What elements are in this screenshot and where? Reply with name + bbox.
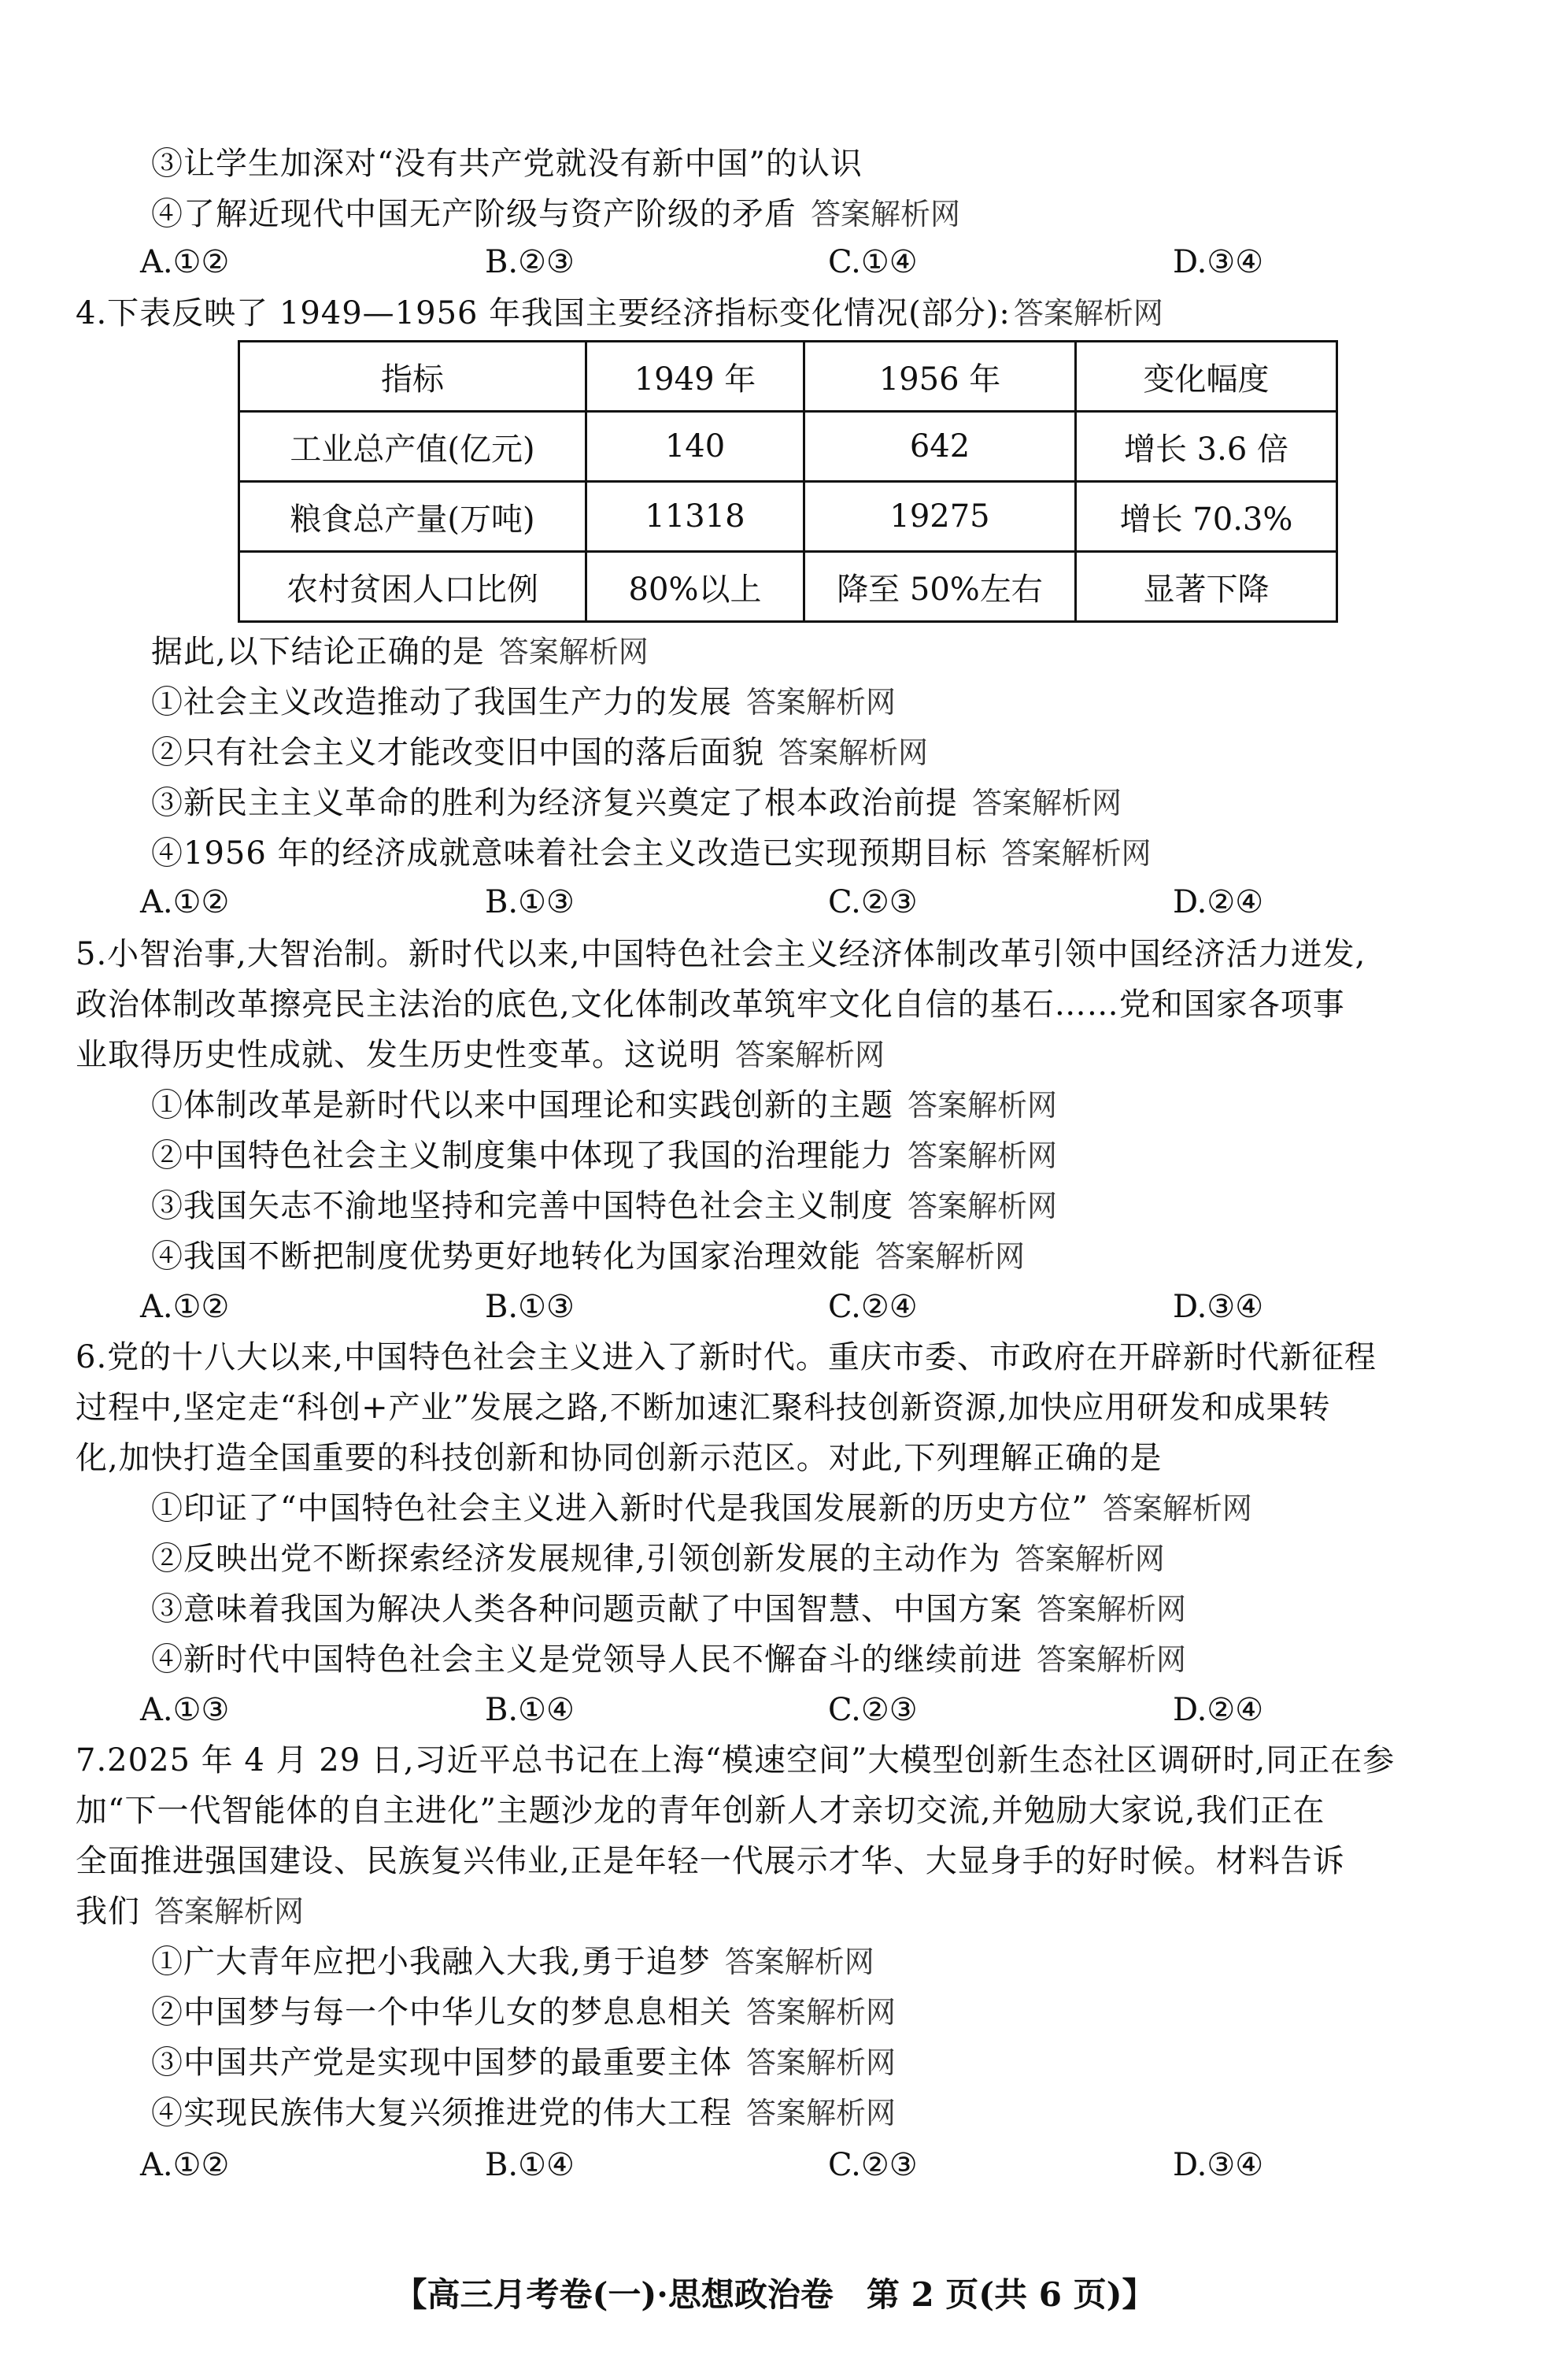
table-row (239, 482, 1337, 552)
table-cell: 工业总产值(亿元) (239, 412, 586, 482)
table-cell: 140 (586, 412, 804, 482)
choice-d: D.②④ (1173, 1692, 1264, 1728)
q4-option-3: ③新民主主义革命的胜利为经济复兴奠定了根本政治前提 答案解析网 (151, 785, 1122, 821)
q5-choices (140, 1285, 1321, 1329)
q5-stem-line-1: 5.小智治事,大智治制。新时代以来,中国特色社会主义经济体制改革引领中国经济活力迸发, (76, 936, 1366, 972)
q6-stem-line-1: 6.党的十八大以来,中国特色社会主义进入了新时代。重庆市委、市政府在开辟新时代新征程 (76, 1339, 1377, 1375)
watermark: 答案解析网 (908, 1138, 1058, 1173)
q7-option-1: ①广大青年应把小我融入大我,勇于追梦 答案解析网 (151, 1944, 874, 1980)
watermark: 答案解析网 (1015, 1542, 1165, 1576)
table-cell: 降至 50%左右 (804, 552, 1076, 622)
watermark: 答案解析网 (735, 1038, 885, 1072)
q3-option-3: ③让学生加深对“没有共产党就没有新中国”的认识 (151, 146, 863, 182)
q3-option-4: ④了解近现代中国无产阶级与资产阶级的矛盾 答案解析网 (151, 196, 961, 232)
choice-b: B.①③ (485, 1289, 575, 1325)
q7-option-2: ②中国梦与每一个中华儿女的梦息息相关 答案解析网 (151, 1994, 896, 2030)
choice-a: A.①② (140, 1289, 230, 1325)
q6-option-4: ④新时代中国特色社会主义是党领导人民不懈奋斗的继续前进 答案解析网 (151, 1642, 1187, 1678)
q5-stem-line-2: 政治体制改革擦亮民主法治的底色,文化体制改革筑牢文化自信的基石……党和国家各项事 (76, 986, 1345, 1023)
q7-stem-line-3: 全面推进强国建设、民族复兴伟业,正是年轻一代展示才华、大显身手的好时候。材料告诉 (76, 1843, 1345, 1879)
watermark: 答案解析网 (746, 685, 896, 720)
q4-option-2: ②只有社会主义才能改变旧中国的落后面貌 答案解析网 (151, 735, 929, 771)
choice-d: D.②④ (1173, 884, 1264, 920)
table-header-cell: 1956 年 (804, 342, 1076, 412)
table-row (239, 552, 1337, 622)
table-cell: 80%以上 (586, 552, 804, 622)
q4-option-4: ④1956 年的经济成就意味着社会主义改造已实现预期目标 答案解析网 (151, 835, 1152, 872)
choice-a: A.①③ (140, 1692, 230, 1728)
choice-c: C.②③ (828, 884, 918, 920)
watermark: 答案解析网 (1001, 836, 1152, 871)
q4-stem: 4.下表反映了 1949—1956 年我国主要经济指标变化情况(部分): 答案解析网 (76, 295, 1163, 331)
table-cell: 增长 70.3% (1076, 482, 1337, 552)
choice-c: C.②③ (828, 2147, 918, 2183)
table-header-row (239, 342, 1337, 412)
watermark: 答案解析网 (746, 1995, 896, 2030)
q7-option-3: ③中国共产党是实现中国梦的最重要主体 答案解析网 (151, 2045, 896, 2081)
watermark: 答案解析网 (908, 1088, 1058, 1123)
watermark: 答案解析网 (746, 2096, 896, 2130)
economic-indicators-table (238, 340, 1338, 623)
choice-b: B.①③ (485, 884, 575, 920)
watermark: 答案解析网 (908, 1189, 1058, 1223)
watermark: 答案解析网 (778, 735, 929, 770)
q5-stem-line-3: 业取得历史性成就、发生历史性变革。这说明 答案解析网 (76, 1037, 885, 1073)
q3-choices (140, 240, 1321, 284)
q6-stem-line-3: 化,加快打造全国重要的科技创新和协同创新示范区。对此,下列理解正确的是 (76, 1440, 1163, 1476)
q7-choices (140, 2143, 1321, 2187)
watermark: 答案解析网 (972, 786, 1122, 820)
table-header-cell: 指标 (239, 342, 586, 412)
q7-stem-line-2: 加“下一代智能体的自主进化”主题沙龙的青年创新人才亲切交流,并勉励大家说,我们正在 (76, 1793, 1325, 1829)
q6-option-1: ①印证了“中国特色社会主义进入新时代是我国发展新的历史方位” 答案解析网 (151, 1490, 1252, 1527)
watermark: 答案解析网 (746, 2045, 896, 2080)
table-cell: 显著下降 (1076, 552, 1337, 622)
q4-option-1: ①社会主义改造推动了我国生产力的发展 答案解析网 (151, 684, 896, 720)
q6-stem-line-2: 过程中,坚定走“科创+产业”发展之路,不断加速汇聚科技创新资源,加快应用研发和成果转 (76, 1390, 1331, 1426)
q7-stem-line-1: 7.2025 年 4 月 29 日,习近平总书记在上海“模速空间”大模型创新生态社区调研时,同正在参 (76, 1742, 1396, 1779)
choice-c: C.①④ (828, 244, 918, 280)
watermark: 答案解析网 (1013, 296, 1163, 331)
choice-c: C.②③ (828, 1692, 918, 1728)
choice-c: C.②④ (828, 1289, 918, 1325)
q5-option-3: ③我国矢志不渝地坚持和完善中国特色社会主义制度 答案解析网 (151, 1188, 1058, 1224)
table-cell: 粮食总产量(万吨) (239, 482, 586, 552)
table-cell: 农村贫困人口比例 (239, 552, 586, 622)
watermark: 答案解析网 (1037, 1642, 1187, 1677)
page-footer: 【高三月考卷(一)·思想政治卷 第 2 页(共 6 页)】 (394, 2275, 1155, 2314)
watermark: 答案解析网 (724, 1945, 874, 1979)
choice-a: A.①② (140, 2147, 230, 2183)
choice-d: D.③④ (1173, 1289, 1264, 1325)
q7-stem-line-4: 我们 答案解析网 (76, 1893, 305, 1930)
watermark: 答案解析网 (875, 1239, 1026, 1274)
q6-option-2: ②反映出党不断探索经济发展规律,引领创新发展的主动作为 答案解析网 (151, 1541, 1165, 1577)
table-cell: 642 (804, 412, 1076, 482)
choice-d: D.③④ (1173, 244, 1264, 280)
q7-option-4: ④实现民族伟大复兴须推进党的伟大工程 答案解析网 (151, 2095, 896, 2131)
choice-b: B.②③ (485, 244, 575, 280)
choice-a: A.①② (140, 244, 230, 280)
table-row (239, 412, 1337, 482)
watermark: 答案解析网 (498, 635, 649, 669)
choice-a: A.①② (140, 884, 230, 920)
watermark: 答案解析网 (1102, 1491, 1252, 1526)
choice-b: B.①④ (485, 2147, 575, 2183)
table-cell: 11318 (586, 482, 804, 552)
q5-option-4: ④我国不断把制度优势更好地转化为国家治理效能 答案解析网 (151, 1238, 1026, 1275)
table-cell: 19275 (804, 482, 1076, 552)
table-cell: 增长 3.6 倍 (1076, 412, 1337, 482)
q5-option-2: ②中国特色社会主义制度集中体现了我国的治理能力 答案解析网 (151, 1138, 1058, 1174)
q4-prompt: 据此,以下结论正确的是 答案解析网 (151, 634, 649, 670)
q5-option-1: ①体制改革是新时代以来中国理论和实践创新的主题 答案解析网 (151, 1087, 1058, 1123)
q6-choices (140, 1688, 1321, 1732)
q6-option-3: ③意味着我国为解决人类各种问题贡献了中国智慧、中国方案 答案解析网 (151, 1591, 1187, 1627)
q4-choices (140, 880, 1321, 924)
watermark: 答案解析网 (811, 197, 961, 231)
choice-d: D.③④ (1173, 2147, 1264, 2183)
watermark: 答案解析网 (1037, 1592, 1187, 1627)
watermark: 答案解析网 (154, 1894, 305, 1929)
table-header-cell: 1949 年 (586, 342, 804, 412)
choice-b: B.①④ (485, 1692, 575, 1728)
table-header-cell: 变化幅度 (1076, 342, 1337, 412)
